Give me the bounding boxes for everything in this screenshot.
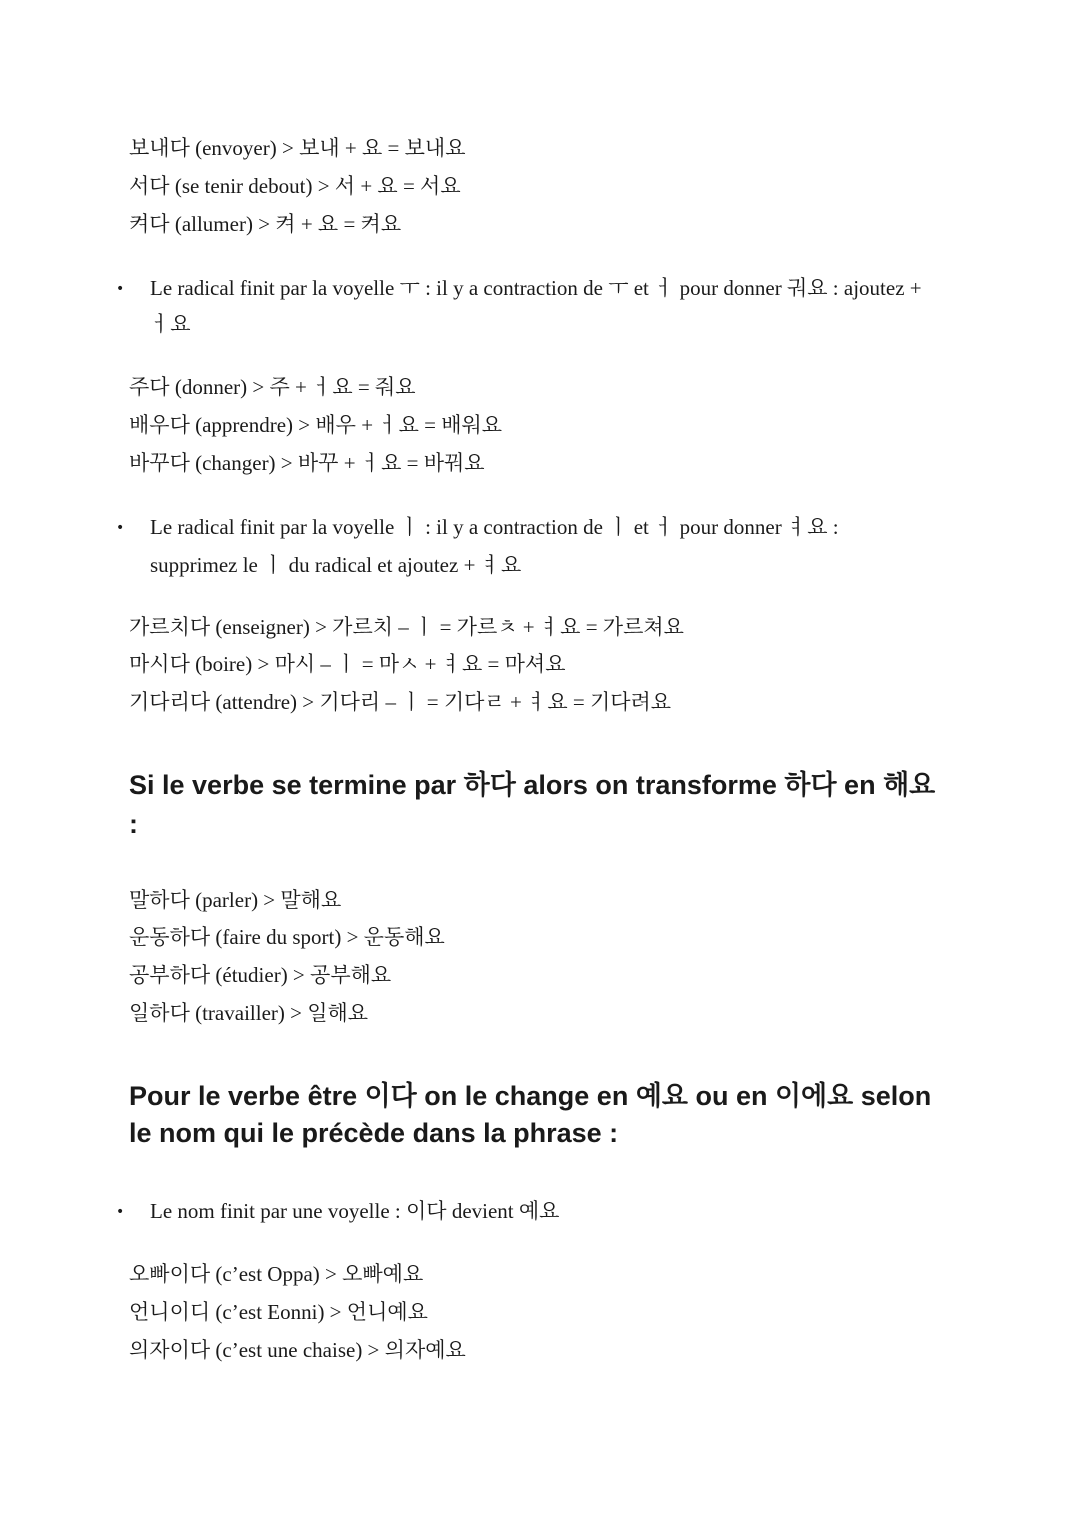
bullet-text: Le nom finit par une voyelle : 이다 devient 예요 bbox=[150, 1199, 560, 1223]
bullet-icon: • bbox=[116, 1204, 125, 1220]
section-heading: Pour le verbe être 이다 on le change en 예요 ou en 이에요 selon bbox=[129, 1081, 932, 1111]
example-line: 서다 (se tenir debout) > 서 + 요 = 서요 bbox=[129, 174, 461, 198]
example-line: 기다리다 (attendre) > 기다리 – ㅣ = 기다ㄹ + ㅕ요 = 기다려요 bbox=[129, 690, 672, 714]
example-line: 의자이다 (c’est une chaise) > 의자예요 bbox=[129, 1338, 466, 1362]
example-line: 마시다 (boire) > 마시 – ㅣ = 마ㅅ + ㅕ요 = 마셔요 bbox=[129, 652, 566, 676]
bullet-text: Le radical finit par la voyelle ㅜ : il y a contraction de ㅜ et ㅓ pour donner 궈요 : ajoutez + bbox=[150, 276, 922, 300]
example-line: 바꾸다 (changer) > 바꾸 + ㅓ요 = 바꿔요 bbox=[129, 451, 485, 475]
section-heading-continued: : bbox=[129, 809, 138, 839]
bullet-text-continued: supprimez le ㅣ du radical et ajoutez + ㅕ요 bbox=[150, 553, 522, 577]
section-heading-continued: le nom qui le précède dans la phrase : bbox=[129, 1118, 619, 1148]
example-line: 오빠이다 (c’est Oppa) > 오빠예요 bbox=[129, 1262, 424, 1286]
section-heading: Si le verbe se termine par 하다 alors on transforme 하다 en 해요 bbox=[129, 770, 936, 800]
example-line: 켜다 (allumer) > 켜 + 요 = 켜요 bbox=[129, 212, 402, 236]
bullet-text-continued: ㅓ요 bbox=[150, 312, 191, 336]
example-line: 언니이디 (c’est Eonni) > 언니예요 bbox=[129, 1300, 428, 1324]
bullet-icon: • bbox=[116, 520, 125, 536]
example-line: 운동하다 (faire du sport) > 운동해요 bbox=[129, 925, 445, 949]
example-line: 일하다 (travailler) > 일해요 bbox=[129, 1001, 369, 1025]
example-line: 주다 (donner) > 주 + ㅓ요 = 줘요 bbox=[129, 375, 416, 399]
example-line: 배우다 (apprendre) > 배우 + ㅓ요 = 배워요 bbox=[129, 413, 503, 437]
bullet-icon: • bbox=[116, 281, 125, 297]
example-line: 공부하다 (étudier) > 공부해요 bbox=[129, 963, 392, 987]
example-line: 보내다 (envoyer) > 보내 + 요 = 보내요 bbox=[129, 136, 466, 160]
example-line: 말하다 (parler) > 말해요 bbox=[129, 888, 342, 912]
bullet-text: Le radical finit par la voyelle ㅣ : il y a contraction de ㅣ et ㅓ pour donner ㅕ요 : bbox=[150, 515, 839, 539]
example-line: 가르치다 (enseigner) > 가르치 – ㅣ = 가르ㅊ + ㅕ요 = 가르쳐요 bbox=[129, 615, 684, 639]
